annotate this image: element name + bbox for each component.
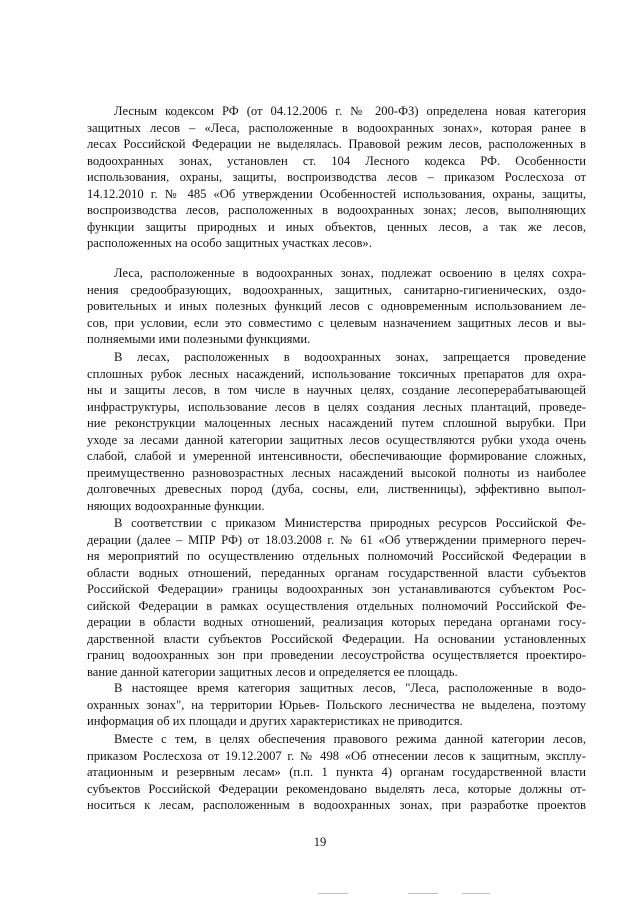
paragraph-6-line: приказом Рослесхоза от 19.12.2007 г. № 498 «Об отнесении лесов к защитным, эксплу- <box>87 748 586 763</box>
paragraph-1-line: водоохранных зонах, установлен ст. 104 Лесного кодекса РФ. Особенности <box>87 153 586 168</box>
paragraph-3-line: ние реконструкции малоценных лесных насаждений путем сплошной вырубки. При <box>87 416 586 431</box>
paragraph-2-line: Леса, расположенные в водоохранных зонах, подлежат освоению в целях сохра- <box>114 266 586 280</box>
paragraph-2-line: нения средообразующих, водоохранных, защитных, санитарно-гигиенических, оздо- <box>87 282 586 297</box>
paragraph-1-line: лесах Российской Федерации не выделялась. Правовой режим лесов, расположенных в <box>87 137 586 152</box>
paragraph-3-line: сплошных рубок лесных насаждений, использование токсичных препаратов для охра- <box>87 366 586 381</box>
paragraph-3-line: уходе за лесами данной категории защитных лесов осуществляются рубки ухода очень <box>87 432 586 447</box>
paragraph-5-line: охранных зонах", на территории Юрьев- Польского лесничества не выделена, поэтому <box>87 697 586 712</box>
paragraph-2-line: полняемыми ими полезными функциями. <box>87 332 311 347</box>
paragraph-6-line: Вместе с тем, в целях обеспечения правового режима данной категории лесов, <box>114 732 586 746</box>
paragraph-4-line: Российской Федерации» границы водоохранных зон устанавливаются субъектом Рос- <box>87 582 586 597</box>
paragraph-1-line: функции защиты природных и иных объектов, ценных лесов, а так же лесов, <box>87 219 586 234</box>
paragraph-5-line: информация об их площади и других характеристиках не приводится. <box>87 714 463 729</box>
scan-artifact-line <box>462 893 490 894</box>
paragraph-3-line: няющих водоохранные функции. <box>87 498 265 513</box>
paragraph-1-line: защитных лесов – «Леса, расположенные в водоохранных зонах», которая ранее в <box>87 120 586 135</box>
paragraph-3-line: инфраструктуры, использование лесов в целях создания лесных плантаций, проведе- <box>87 399 586 414</box>
paragraph-3-line: слабой, слабой и умеренной интенсивности, обеспечивающие формирование сложных, <box>87 449 586 464</box>
paragraph-5-line: В настоящее время категория защитных лесов, "Леса, расположенные в водо- <box>114 681 586 695</box>
paragraph-6-line: субъектов Российской Федерации рекомендовано выделять леса, которые должны от- <box>87 781 586 796</box>
paragraph-4-line: границ водоохранных зон при проведении лесоустройства осуществляется проектиро- <box>87 648 586 663</box>
paragraph-3-line: В лесах, расположенных в водоохранных зонах, запрещается проведение <box>114 350 586 364</box>
page-number: 19 <box>313 835 327 849</box>
paragraph-1-line: использования, охраны, защиты, воспроизводства лесов – приказом Рослесхоза от <box>87 170 586 185</box>
paragraph-4-line: ня мероприятий по осуществлению отдельных полномочий Российской Федерации в <box>87 549 586 564</box>
paragraph-1-line: воспроизводства лесов, расположенных в водоохранных зонах; лесов, выполняющих <box>87 203 586 218</box>
scan-artifact-line <box>318 893 348 894</box>
paragraph-6-line: атационным и резервным лесам» (п.п. 1 пункта 4) органам государственной власти <box>87 765 586 780</box>
paragraph-4-line: В соответствии с приказом Министерства природных ресурсов Российской Фе- <box>114 516 586 530</box>
paragraph-6-line: носиться к лесам, расположенным в водоохранных зонах, при разработке проектов <box>87 798 586 813</box>
paragraph-4-line: сийской Федерации в рамках осуществления отдельных полномочий Российской Фе- <box>87 598 586 613</box>
paragraph-3-line: ны и защиты лесов, в том числе в научных целях, создание лесоперерабатывающей <box>87 383 586 398</box>
paragraph-4-line: дерации в области водных отношений, реализация которых передана органами госу- <box>87 615 586 630</box>
paragraph-4-line: вание данной категории защитных лесов и определяется ее площадь. <box>87 664 458 679</box>
paragraph-4-line: дарственной власти субъектов Российской Федерации. На основании установленных <box>87 631 586 646</box>
paragraph-2-line: сов, при условии, если это совместимо с целевым назначением защитных лесов и вы- <box>87 315 586 330</box>
paragraph-1-line: 14.12.2010 г. № 485 «Об утверждении Особенностей использования, охраны, защиты, <box>87 186 586 201</box>
paragraph-3-line: преимущественно разновозрастных лесных насаждений высокой полноты из наиболее <box>87 465 586 480</box>
paragraph-1-line: Лесным кодексом РФ (от 04.12.2006 г. № 200-ФЗ) определена новая категория <box>114 104 586 118</box>
paragraph-4-line: дерации (далее – МПР РФ) от 18.03.2008 г. № 61 «Об утверждении примерного переч- <box>87 532 586 547</box>
paragraph-4-line: области водных отношений, переданных органам государственной власти субъектов <box>87 565 586 580</box>
paragraph-1-line: расположенных на особо защитных участках лесов». <box>87 236 372 251</box>
paragraph-2-line: ровительных и иных полезных функций лесов с одновременным использованием ле- <box>87 299 586 314</box>
scan-artifact-line <box>408 893 438 894</box>
paragraph-3-line: долговечных древесных пород (дуба, сосны, ели, лиственницы), эффективно выпол- <box>87 482 586 497</box>
